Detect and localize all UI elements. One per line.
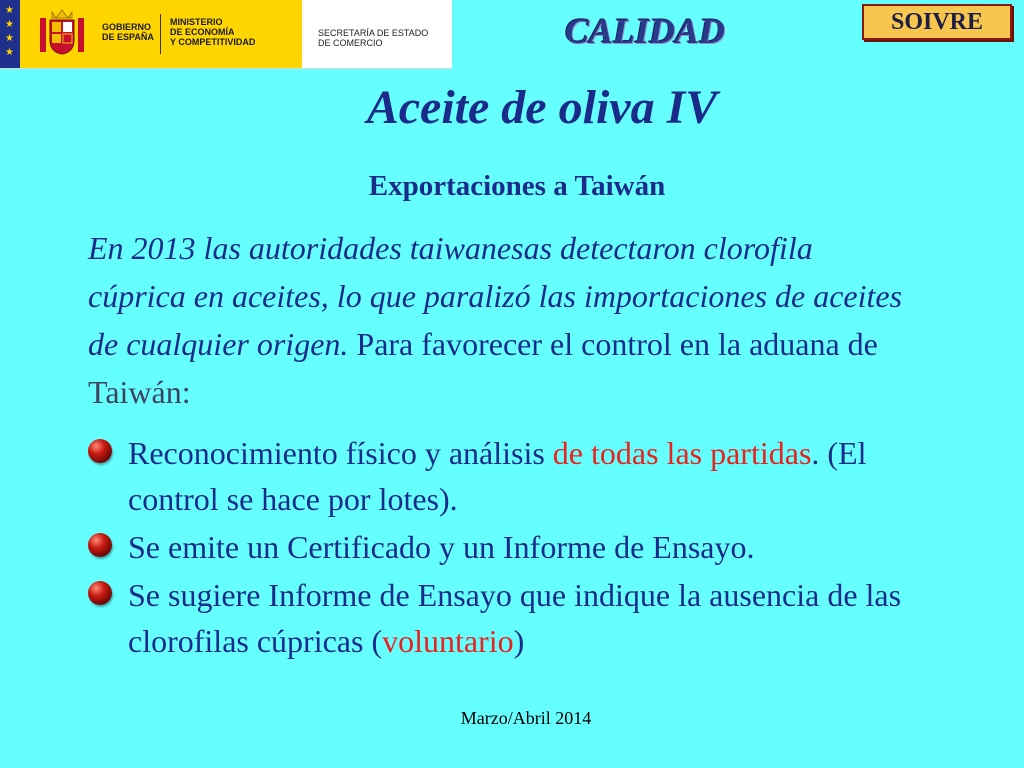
bullet-list xyxy=(88,430,948,666)
gobierno-logo-block xyxy=(20,0,302,68)
intro-country-text: Taiwán: xyxy=(88,374,191,410)
bullet-text: Se sugiere Informe de Ensayo que indique la ausencia de las clorofilas cúpricas ( xyxy=(128,577,902,659)
intro-italic-text: En 2013 las autoridades taiwanesas detectaron clorofila cúprica en aceites, lo que paralizó las importaciones de aceites de cualquier origen. xyxy=(88,230,903,362)
bullet-text: Reconocimiento físico y análisis xyxy=(128,435,553,471)
slide-subtitle: Exportaciones a Taiwán xyxy=(368,170,666,202)
eu-flag-icon: ★ ★ ★ ★ xyxy=(0,0,20,68)
soivre-badge: SOIVRE xyxy=(862,4,1012,40)
slide-footer-date: Marzo/Abril 2014 xyxy=(460,708,592,728)
header-logo-strip xyxy=(0,0,452,69)
intro-normal-text: Para favorecer el control en la aduana de xyxy=(348,326,878,362)
bullet-item xyxy=(88,524,948,570)
section-title: CALIDAD xyxy=(564,11,726,51)
secretaria-label: SECRETARÍA DE ESTADO DE COMERCIO xyxy=(318,28,429,48)
red-sphere-bullet-icon xyxy=(88,439,112,463)
logo-divider xyxy=(160,14,161,54)
bullet-text: ) xyxy=(513,623,525,659)
gobierno-label: GOBIERNO DE ESPAÑA xyxy=(102,22,154,42)
bullet-item xyxy=(88,572,948,664)
slide-title: Aceite de oliva IV xyxy=(366,81,718,134)
red-sphere-bullet-icon xyxy=(88,581,112,605)
bullet-highlight: de todas las partidas xyxy=(552,435,812,471)
bullet-item xyxy=(88,430,948,522)
bullet-text: . (El control se hace por lotes). xyxy=(128,435,867,517)
red-sphere-bullet-icon xyxy=(88,533,112,557)
bullet-text: Se emite un Certificado y un Informe de Ensayo. xyxy=(128,529,755,565)
bullet-highlight: voluntario xyxy=(382,623,514,659)
intro-paragraph xyxy=(88,224,918,416)
spain-crest-icon xyxy=(34,8,90,60)
ministerio-label: MINISTERIO DE ECONOMÍA Y COMPETITIVIDAD xyxy=(170,17,256,47)
